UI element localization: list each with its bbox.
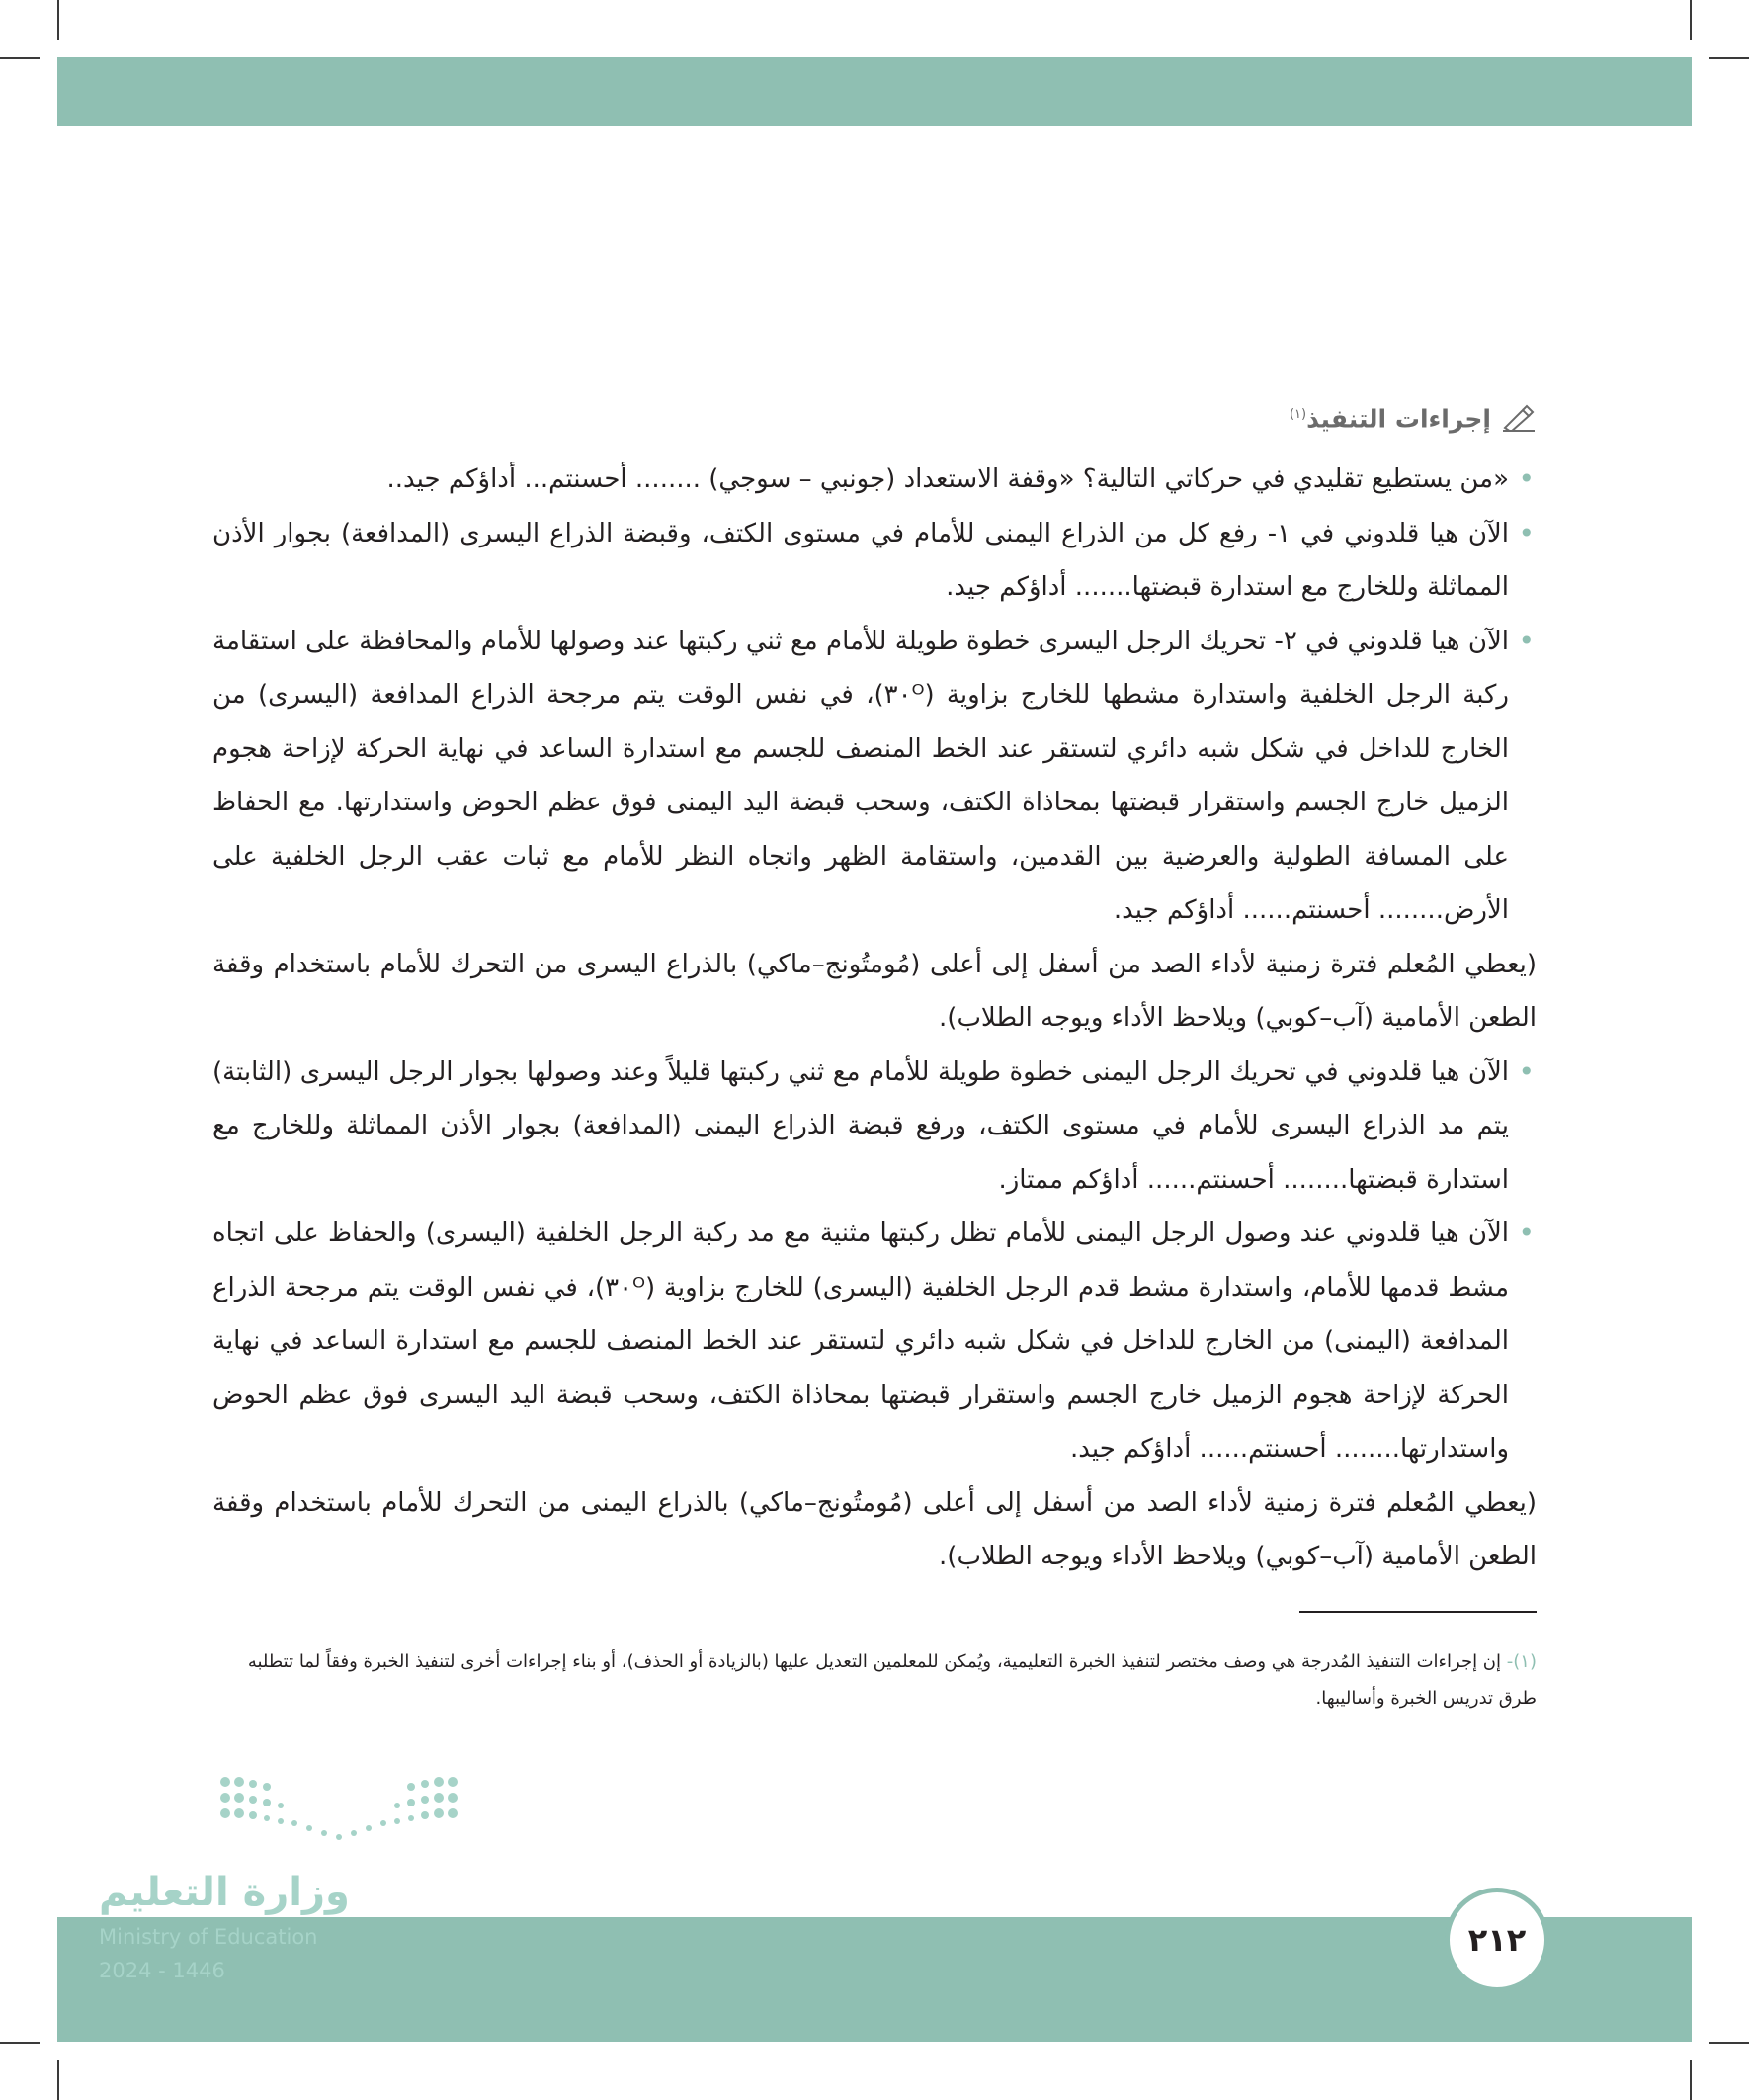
- section-heading: [212, 395, 1537, 439]
- teacher-note: (يعطي المُعلم فترة زمنية لأداء الصد من أسفل إلى أعلى (مُومتُونج–ماكي) بالذراع اليسرى من التحرك للأمام باستخدام وقفة الطعن الأمامية (آب–كوبي) ويلاحظ الأداء ويوجه الطلاب).: [212, 949, 1537, 1034]
- ministry-name-english: Ministry of Education: [99, 1925, 318, 1949]
- bullet-icon: •: [1518, 624, 1535, 657]
- footnote-divider: [1299, 1611, 1537, 1613]
- section-heading-text: إجراءات التنفيذ$^{(١)}$: [1289, 404, 1491, 434]
- crop-mark: [0, 2042, 40, 2044]
- crop-mark: [1709, 57, 1749, 59]
- crop-mark: [1709, 2042, 1749, 2044]
- bullet-icon: •: [1518, 462, 1535, 496]
- bullet-icon: •: [1518, 516, 1535, 549]
- page-number-badge: [1445, 1888, 1549, 1992]
- lesson-content: [212, 395, 1537, 1584]
- crop-mark: [1690, 2060, 1692, 2100]
- crop-mark: [57, 0, 59, 40]
- footnote-number: (١)-: [1506, 1651, 1537, 1672]
- footnote-text: إن إجراءات التنفيذ المُدرجة هي وصف مختصر لتنفيذ الخبرة التعليمية، ويُمكن للمعلمين التعديل عليها (بالزيادة أو الحذف)، أو بناء إجراءات أخرى لتنفيذ الخبرة وفقاً لما تتطلبه طرق تدريس الخبرة وأساليبها.: [247, 1651, 1537, 1709]
- footnote-ref: (١): [1289, 407, 1307, 422]
- header-band: [57, 57, 1692, 126]
- bullet-icon: •: [1518, 1054, 1535, 1088]
- teacher-note: (يعطي المُعلم فترة زمنية لأداء الصد من أسفل إلى أعلى (مُومتُونج–ماكي) بالذراع اليمنى من التحرك للأمام باستخدام وقفة الطعن الأمامية (آب–كوبي) ويلاحظ الأداء ويوجه الطلاب).: [212, 1487, 1537, 1572]
- ministry-logo-icon: [215, 1774, 462, 1853]
- footnote: [212, 1643, 1537, 1717]
- page-number: ٢١٢: [1467, 1921, 1527, 1959]
- writing-hand-icon: [1501, 402, 1537, 432]
- bullet-icon: •: [1518, 1217, 1535, 1250]
- list-item: • الآن هيا قلدوني في ٢- تحريك الرجل اليسرى خطوة طويلة للأمام مع ثني ركبتها عند وصولها للأمام والمحافظة على استقامة ركبة الرجل الخلفية واستدارة مشطها للخارج بزاوية (٣٠ᴼ)، في نفس الوقت يتم مرجحة الذراع المدافعة (اليسرى) من الخارج للداخل في شكل شبه دائري لتستقر عند الخط المنصف للجسم مع استدارة الساعد في نهاية الحركة لإزاحة هجوم الزميل خارج الجسم واستقرار قبضتها بمحاذاة الكتف، وسحب قبضة اليد اليمنى فوق عظم الحوض واستدارتها. مع الحفاظ على المسافة الطولية والعرضية بين القدمين، واستقامة الظهر واتجاه النظر للأمام مع ثبات عقب الرجل الخلفية على الأرض........ أحسنتم...... أداؤكم جيد.: [212, 615, 1537, 938]
- ministry-year: 2024 - 1446: [99, 1959, 225, 1982]
- crop-mark: [57, 2060, 59, 2100]
- crop-mark: [1690, 0, 1692, 40]
- ministry-name-arabic: وزارة التعليم: [99, 1870, 350, 1915]
- crop-mark: [0, 57, 40, 59]
- list-item: • الآن هيا قلدوني عند وصول الرجل اليمنى للأمام تظل ركبتها مثنية مع مد ركبة الرجل الخلفية (اليسرى) والحفاظ على اتجاه مشط قدمها للأمام، واستدارة مشط قدم الرجل الخلفية (اليسرى) للخارج بزاوية (٣٠ᴼ)، في نفس الوقت يتم مرجحة الذراع المدافعة (اليمنى) من الخارج للداخل في شكل شبه دائري لتستقر عند الخط المنصف للجسم مع استدارة الساعد في نهاية الحركة لإزاحة هجوم الزميل خارج الجسم واستقرار قبضتها بمحاذاة الكتف، وسحب قبضة اليد اليسرى فوق عظم الحوض واستدارتها........ أحسنتم...... أداؤكم جيد.: [212, 1207, 1537, 1476]
- list-item: • الآن هيا قلدوني في تحريك الرجل اليمنى خطوة طويلة للأمام مع ثني ركبتها قليلاً وعند وصولها بجوار الرجل اليسرى (الثابتة) يتم مد الذراع اليسرى للأمام في مستوى الكتف، ورفع قبضة الذراع اليمنى (المدافعة) بجوار الأذن المماثلة وللخارج مع استدارة قبضتها........ أحسنتم...... أداؤكم ممتاز.: [212, 1046, 1537, 1208]
- list-item: • الآن هيا قلدوني في ١- رفع كل من الذراع اليمنى للأمام في مستوى الكتف، وقبضة الذراع اليسرى (المدافعة) بجوار الأذن المماثلة وللخارج مع استدارة قبضتها....... أداؤكم جيد.: [212, 507, 1537, 615]
- list-item: • «من يستطيع تقليدي في حركاتي التالية؟ «وقفة الاستعداد (جونبي – سوجي) ........ أحسنتم... أداؤكم جيد..: [212, 453, 1537, 507]
